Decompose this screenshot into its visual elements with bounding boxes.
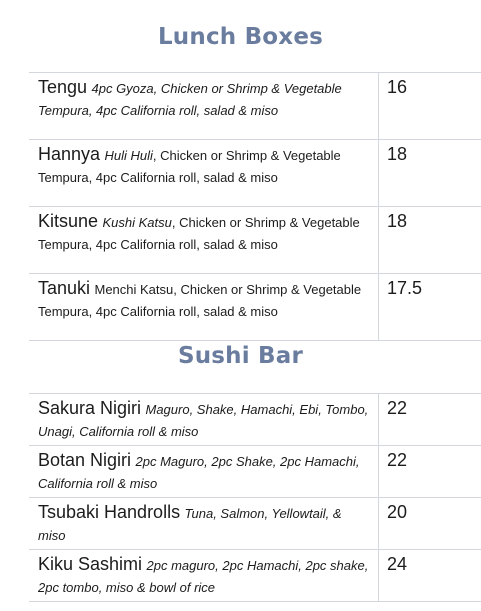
menu-item-description-cell (29, 498, 379, 550)
menu-item-name: Tanuki (38, 278, 91, 298)
menu-item-description-italic: Kushi Katsu (102, 215, 172, 230)
menu-item-price: 22 (379, 394, 481, 446)
menu-item-description-cell (29, 394, 379, 446)
menu-item-price: 24 (379, 550, 481, 602)
menu-row (29, 274, 481, 341)
menu-item-description-italic: Maguro, Shake, Hamachi, Ebi, Tombo, Unagi, California roll & miso (38, 402, 369, 439)
menu-item-name: Tengu (38, 77, 88, 97)
menu-item-description-cell (29, 73, 379, 140)
menu-row (29, 140, 481, 207)
menu-item-price: 20 (379, 498, 481, 550)
menu-item-name: Tsubaki Handrolls (38, 502, 181, 522)
menu-row (29, 498, 481, 550)
menu-item-price: 17.5 (379, 274, 481, 341)
menu-row (29, 207, 481, 274)
sushi-bar-heading: Sushi Bar (177, 343, 304, 369)
menu-item-name: Hannya (38, 144, 101, 164)
menu-item-name: Sakura Nigiri (38, 398, 142, 418)
menu-item-description: , Chicken or Shrimp & Vegetable Tempura, 4pc California roll, salad & miso (38, 215, 360, 252)
sushi-bar-table (29, 393, 481, 602)
lunch-boxes-table (29, 72, 481, 341)
menu-item-name: Kitsune (38, 211, 99, 231)
menu-item-name: Kiku Sashimi (38, 554, 143, 574)
menu-item-description-cell (29, 274, 379, 341)
menu-item-description-italic: Tuna, Salmon, Yellowtail, & miso (38, 506, 342, 543)
menu-item-description-italic: 2pc Maguro, 2pc Shake, 2pc Hamachi, California roll & miso (38, 454, 360, 491)
menu-item-description: Menchi Katsu, Chicken or Shrimp & Vegetable Tempura, 4pc California roll, salad & miso (38, 282, 362, 319)
menu-row (29, 550, 481, 602)
menu-item-description-cell (29, 446, 379, 498)
menu-item-description-cell (29, 207, 379, 274)
menu-row (29, 394, 481, 446)
menu-item-description-italic: 2pc maguro, 2pc Hamachi, 2pc shake, 2pc tombo, miso & bowl of rice (38, 558, 369, 595)
menu-item-price: 16 (379, 73, 481, 140)
menu-row (29, 446, 481, 498)
menu-item-name: Botan Nigiri (38, 450, 132, 470)
menu-item-description-italic: 4pc Gyoza, Chicken or Shrimp & Vegetable Tempura, 4pc California roll, salad & miso (38, 81, 342, 118)
menu-item-description: , Chicken or Shrimp & Vegetable Tempura, 4pc California roll, salad & miso (38, 148, 341, 185)
menu-item-description-cell (29, 140, 379, 207)
lunch-boxes-heading: Lunch Boxes (157, 24, 324, 50)
menu-item-price: 18 (379, 140, 481, 207)
menu-item-price: 22 (379, 446, 481, 498)
menu-item-description-cell (29, 550, 379, 602)
menu-row (29, 73, 481, 140)
menu-item-description-italic: Huli Huli (104, 148, 153, 163)
menu-item-price: 18 (379, 207, 481, 274)
